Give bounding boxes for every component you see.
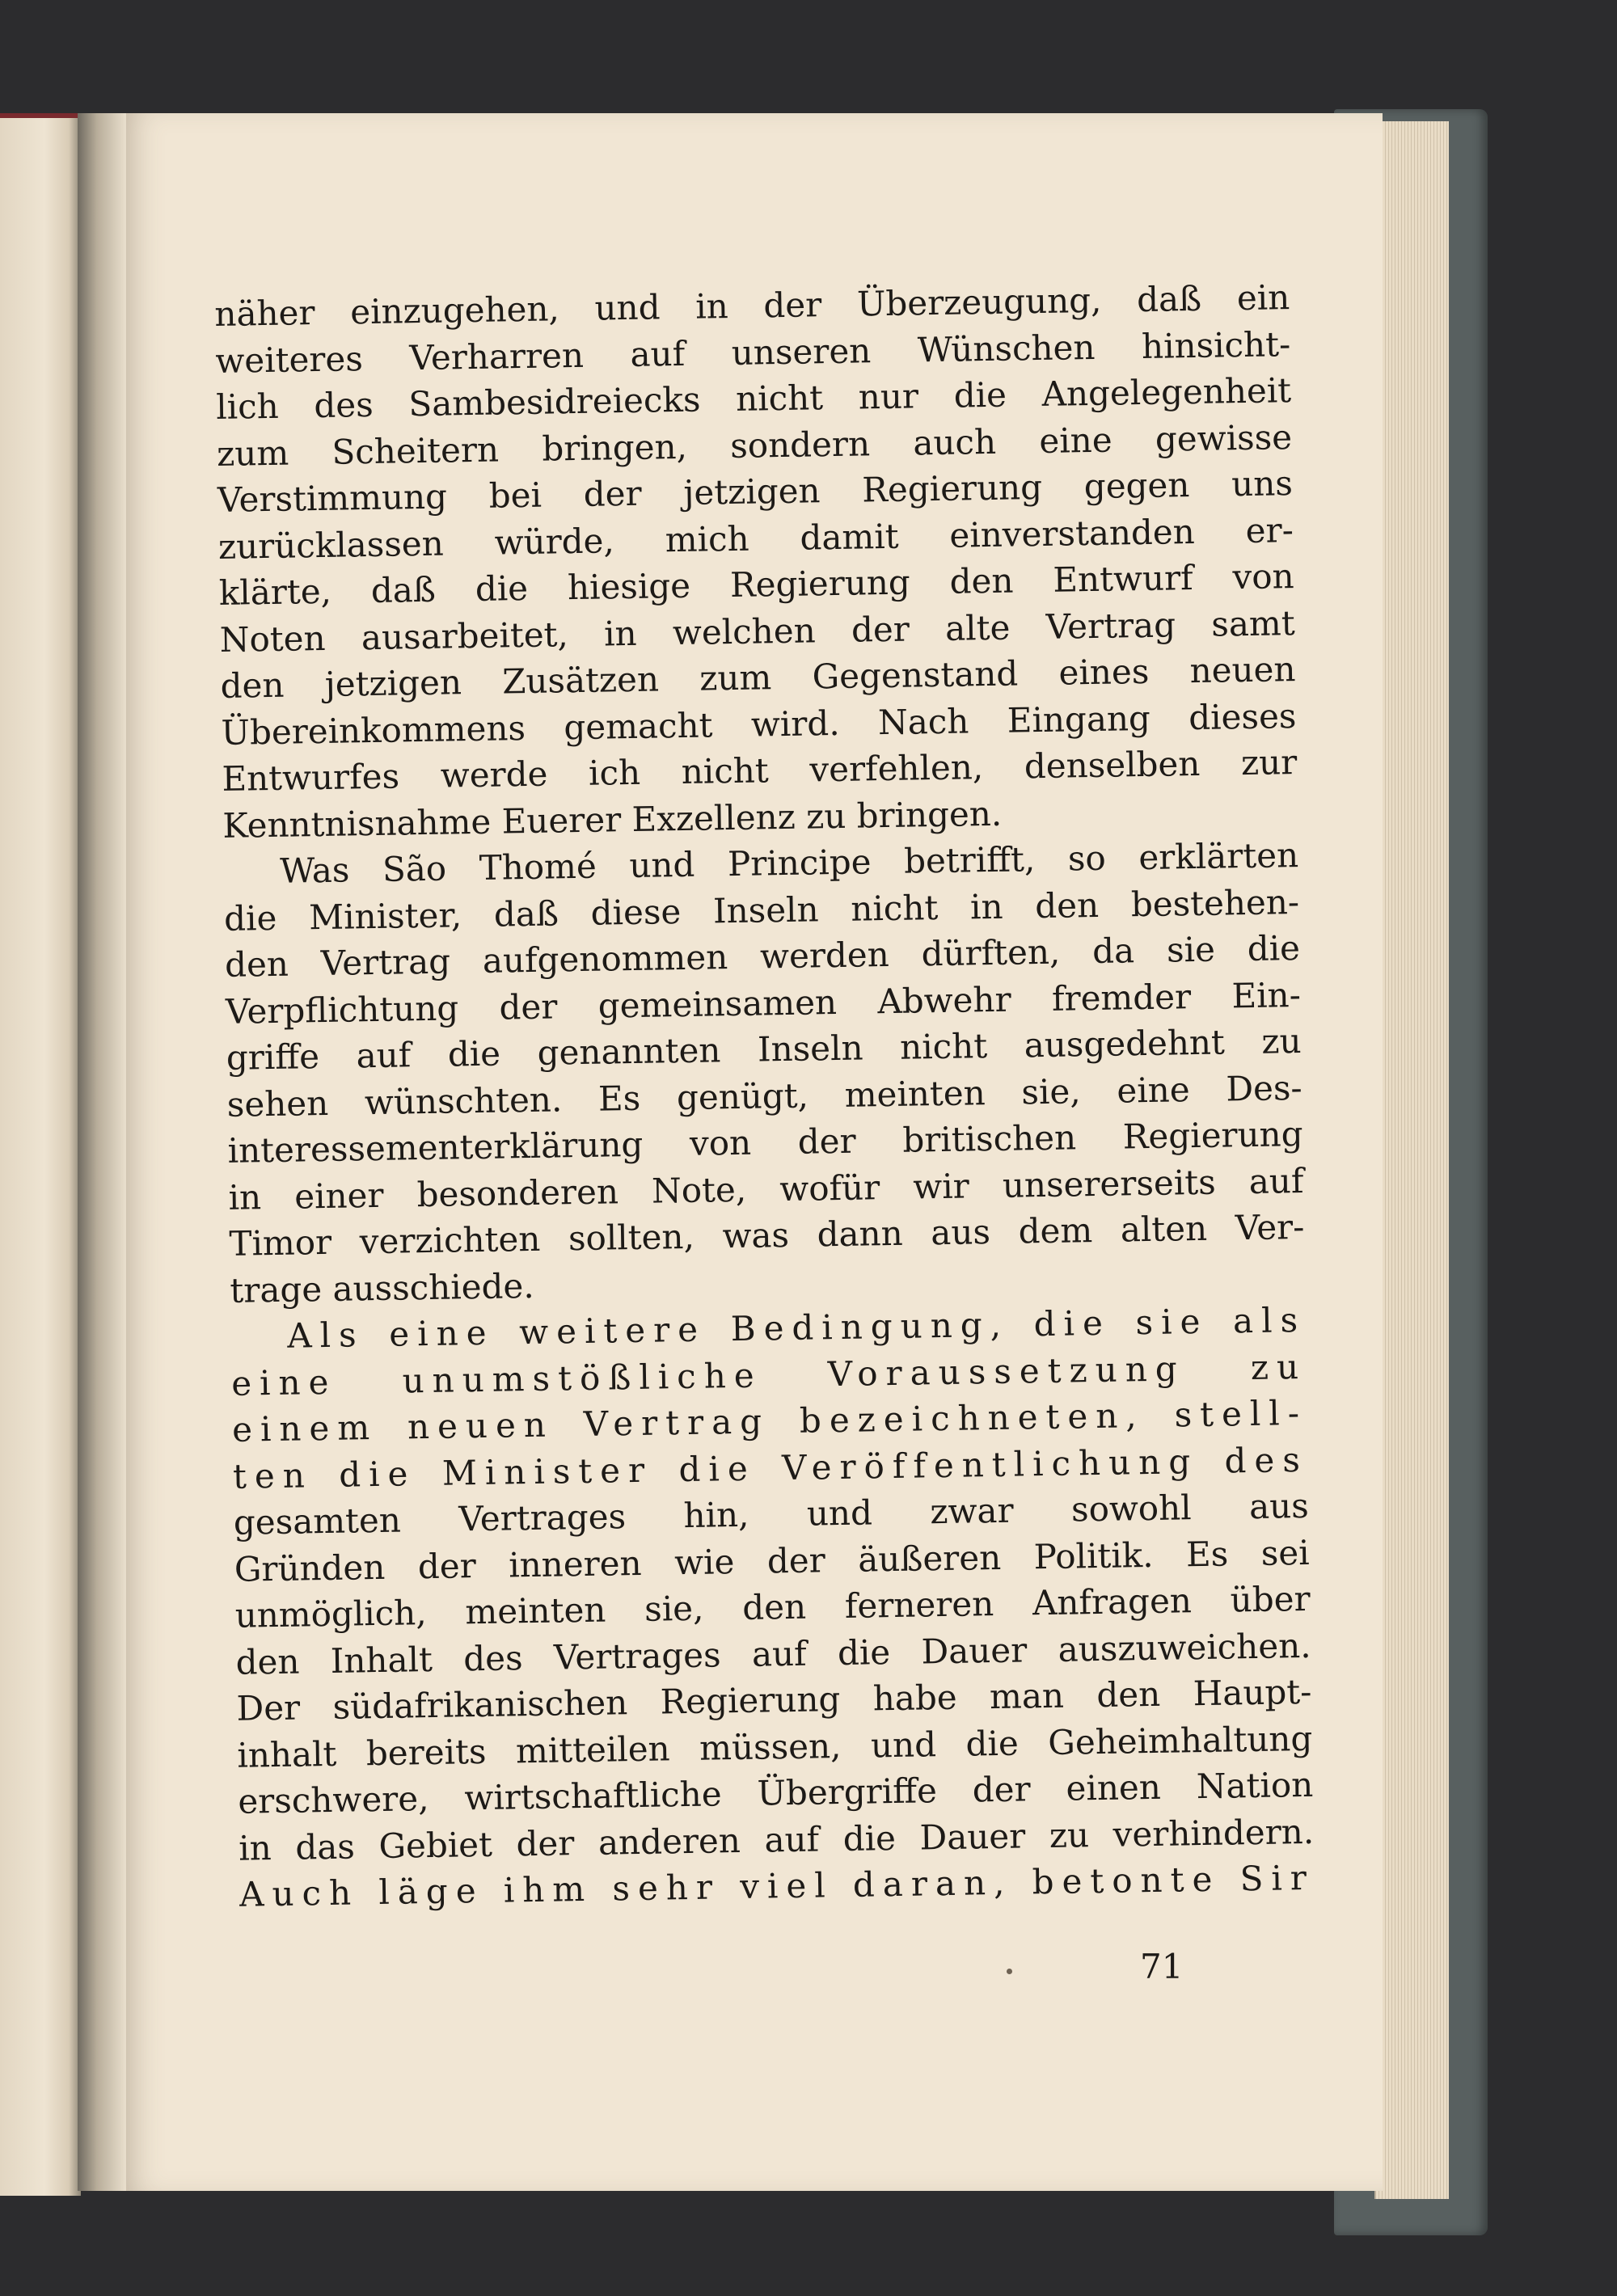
body-text (214, 274, 1315, 1918)
text-line: sehen wünschten. Es genügt, meinten sie, eine Des- (226, 1067, 1303, 1125)
text-line: in das Gebiet der anderen auf die Dauer zu verhindern. (238, 1811, 1315, 1868)
text-line: griffe auf die genannten Inseln nicht ausgedehnt zu (226, 1020, 1302, 1078)
text-line: eine unumstößliche Voraussetzung zu (230, 1346, 1307, 1403)
ink-speck (1007, 1969, 1012, 1974)
text-line: einem neuen Vertrag bezeichneten, stell- (231, 1392, 1308, 1450)
text-line: Kenntnisnahme Euerer Exzellenz zu bringen. (222, 793, 1003, 846)
text-line: den Inhalt des Vertrages auf die Dauer auszuweichen. (235, 1625, 1311, 1682)
text-line: Gründen der inneren wie der äußeren Politik. Es sei (234, 1532, 1310, 1589)
text-line: weiteres Verharren auf unseren Wünschen hinsicht- (214, 323, 1291, 381)
text-line: in einer besonderen Note, wofür wir unsererseits auf (228, 1160, 1304, 1218)
page-number: 71 (1140, 1947, 1184, 1986)
book-page (121, 113, 1383, 2191)
text-line: die Minister, daß diese Inseln nicht in den bestehen- (223, 881, 1300, 939)
text-line: erschwere, wirtschaftliche Übergriffe der einen Nation (237, 1764, 1314, 1821)
page-block-edges (1374, 121, 1449, 2199)
text-line: trage ausschiede. (230, 1265, 535, 1310)
text-line: zurücklassen würde, mich damit einverstanden er- (217, 509, 1294, 567)
text-line: Entwurfes werde ich nicht verfehlen, denselben zur (222, 742, 1298, 799)
text-line: den Vertrag aufgenommen werden dürften, da sie die (224, 928, 1301, 985)
text-line: Als eine weitere Bedingung, die sie als (286, 1299, 1307, 1356)
text-line: Verpflichtung der gemeinsamen Abwehr fremder Ein- (225, 974, 1302, 1032)
text-line: ten die Minister die Veröffentlichung des (232, 1439, 1309, 1496)
text-line: interessementerklärung von der britischen Regierung (227, 1113, 1303, 1171)
text-line: Verstimmung bei der jetzigen Regierung gegen uns (217, 463, 1294, 520)
text-line: unmöglich, meinten sie, den ferneren Anfragen über (234, 1578, 1311, 1635)
text-line: gesamten Vertrages hin, und zwar sowohl aus (233, 1485, 1310, 1543)
text-line: zum Scheitern bringen, sondern auch eine gewisse (216, 416, 1293, 474)
text-line: klärte, daß die hiesige Regierung den Entwurf von (218, 556, 1295, 613)
text-line: lich des Sambesidreiecks nicht nur die Angelegenheit (215, 370, 1292, 427)
gutter-shadow (78, 113, 126, 2191)
text-line: näher einzugehen, und in der Überzeugung, daß ein (214, 277, 1290, 334)
text-line: inhalt bereits mitteilen müssen, und die Geheimhaltung (237, 1718, 1313, 1775)
facing-page-edge (0, 113, 81, 2196)
text-line: Noten ausarbeitet, in welchen der alte Vertrag samt (219, 602, 1295, 660)
text-line: Auch läge ihm sehr viel daran, betonte Sir (239, 1857, 1315, 1914)
text-line: Was São Thomé und Principe betrifft, so erklärten (279, 835, 1299, 891)
text-line: Timor verzichten sollten, was dann aus dem alten Ver- (229, 1206, 1305, 1264)
text-line: Der südafrikanischen Regierung habe man den Haupt- (236, 1671, 1312, 1728)
text-line: Übereinkommens gemacht wird. Nach Eingang dieses (221, 695, 1297, 753)
text-line: den jetzigen Zusätzen zum Gegenstand eines neuen (220, 649, 1296, 706)
